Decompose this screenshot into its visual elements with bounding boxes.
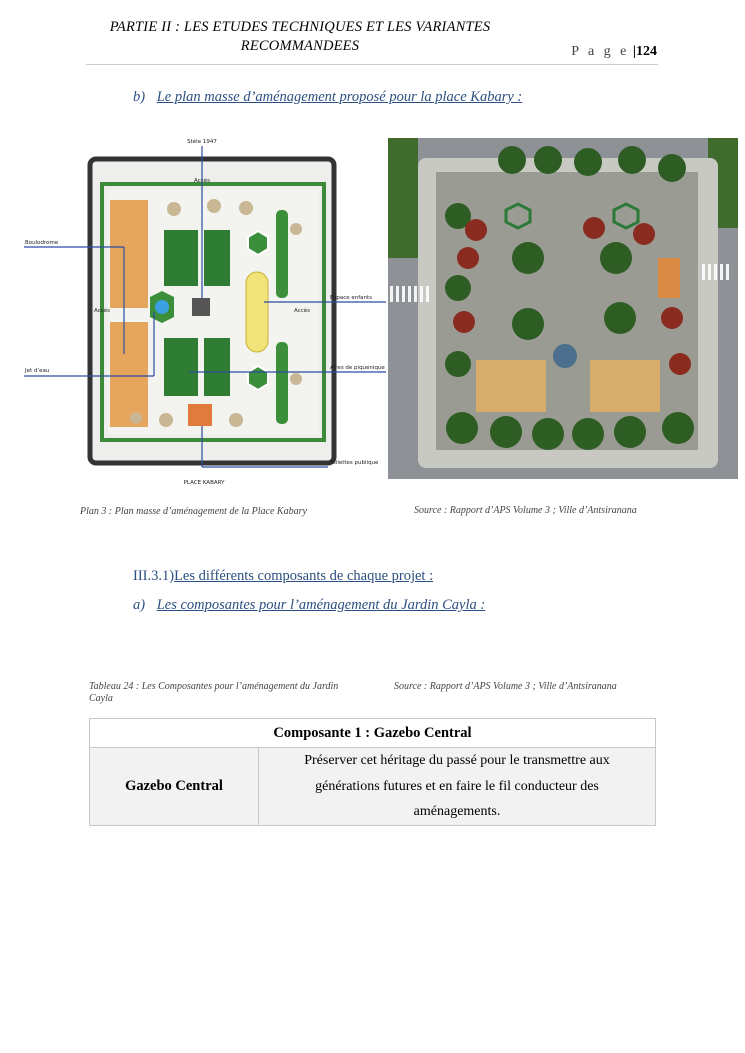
section-a-marker: a) xyxy=(133,597,146,613)
section-b-heading xyxy=(133,89,522,106)
section-iii-title: Les différents composants de chaque projet : xyxy=(174,568,434,584)
section-a-title: Les composantes pour l’aménagement du Jardin Cayla : xyxy=(156,597,486,613)
table-caption xyxy=(89,681,338,705)
site-plan-drawing xyxy=(24,134,388,486)
components-table xyxy=(89,718,656,826)
component-description xyxy=(259,748,656,826)
plan-source: Source : Rapport d’APS Volume 3 ; Ville d’Antsiranana xyxy=(414,505,637,516)
label-place-kabary: PLACE KABARY xyxy=(183,480,225,486)
table-row xyxy=(90,748,656,826)
table-header-row xyxy=(90,719,656,748)
plan-caption: Plan 3 : Plan masse d’aménagement de la Place Kabary xyxy=(80,506,307,517)
label-espace-enfants: Espace enfants xyxy=(330,295,373,301)
label-acces-top: Accès xyxy=(194,178,210,184)
site-3d-render xyxy=(388,138,738,479)
label-boulodrome: Boulodrome xyxy=(25,240,59,246)
header-rule xyxy=(86,64,658,65)
section-a-heading xyxy=(133,597,485,614)
page-number-block xyxy=(571,44,657,60)
component-desc-line1: Préserver cet héritage du passé pour le transmettre aux xyxy=(304,753,610,768)
running-header xyxy=(60,18,540,56)
page-separator: | xyxy=(632,44,636,59)
section-iii-number: III.3.1) xyxy=(133,568,175,584)
header-title-line1: PARTIE II : LES ETUDES TECHNIQUES ET LES VARIANTES xyxy=(109,19,491,35)
table-header: Composante 1 : Gazebo Central xyxy=(90,719,656,748)
component-name: Gazebo Central xyxy=(90,748,259,826)
label-jet-eau: Jet d’eau xyxy=(25,368,50,374)
component-desc-line2: générations futures et en faire le fil conducteur des xyxy=(315,778,599,794)
label-toilettes: Toilettes publique xyxy=(330,460,379,466)
section-b-title: Le plan masse d’aménagement proposé pour la place Kabary : xyxy=(156,89,523,105)
section-b-marker: b) xyxy=(133,89,146,105)
component-desc-line3: aménagements. xyxy=(413,804,501,819)
label-stele: Stèle 1947 xyxy=(187,139,217,145)
table-source: Source : Rapport d’APS Volume 3 ; Ville d’Antsiranana xyxy=(394,681,617,692)
page-number: 124 xyxy=(636,44,657,59)
label-acces-left: Accès xyxy=(94,308,110,314)
table-caption-line1: Tableau 24 : Les Composantes pour l’aménagement du Jardin xyxy=(89,681,339,692)
label-aires-piquenique: Aires de piquenique xyxy=(330,365,385,371)
page-label: P a g e xyxy=(571,44,630,59)
table-caption-line2: Cayla xyxy=(89,693,113,704)
section-iii-heading xyxy=(133,568,433,585)
label-acces-right: Accès xyxy=(294,308,310,314)
header-title-line2: RECOMMANDEES xyxy=(240,38,360,54)
